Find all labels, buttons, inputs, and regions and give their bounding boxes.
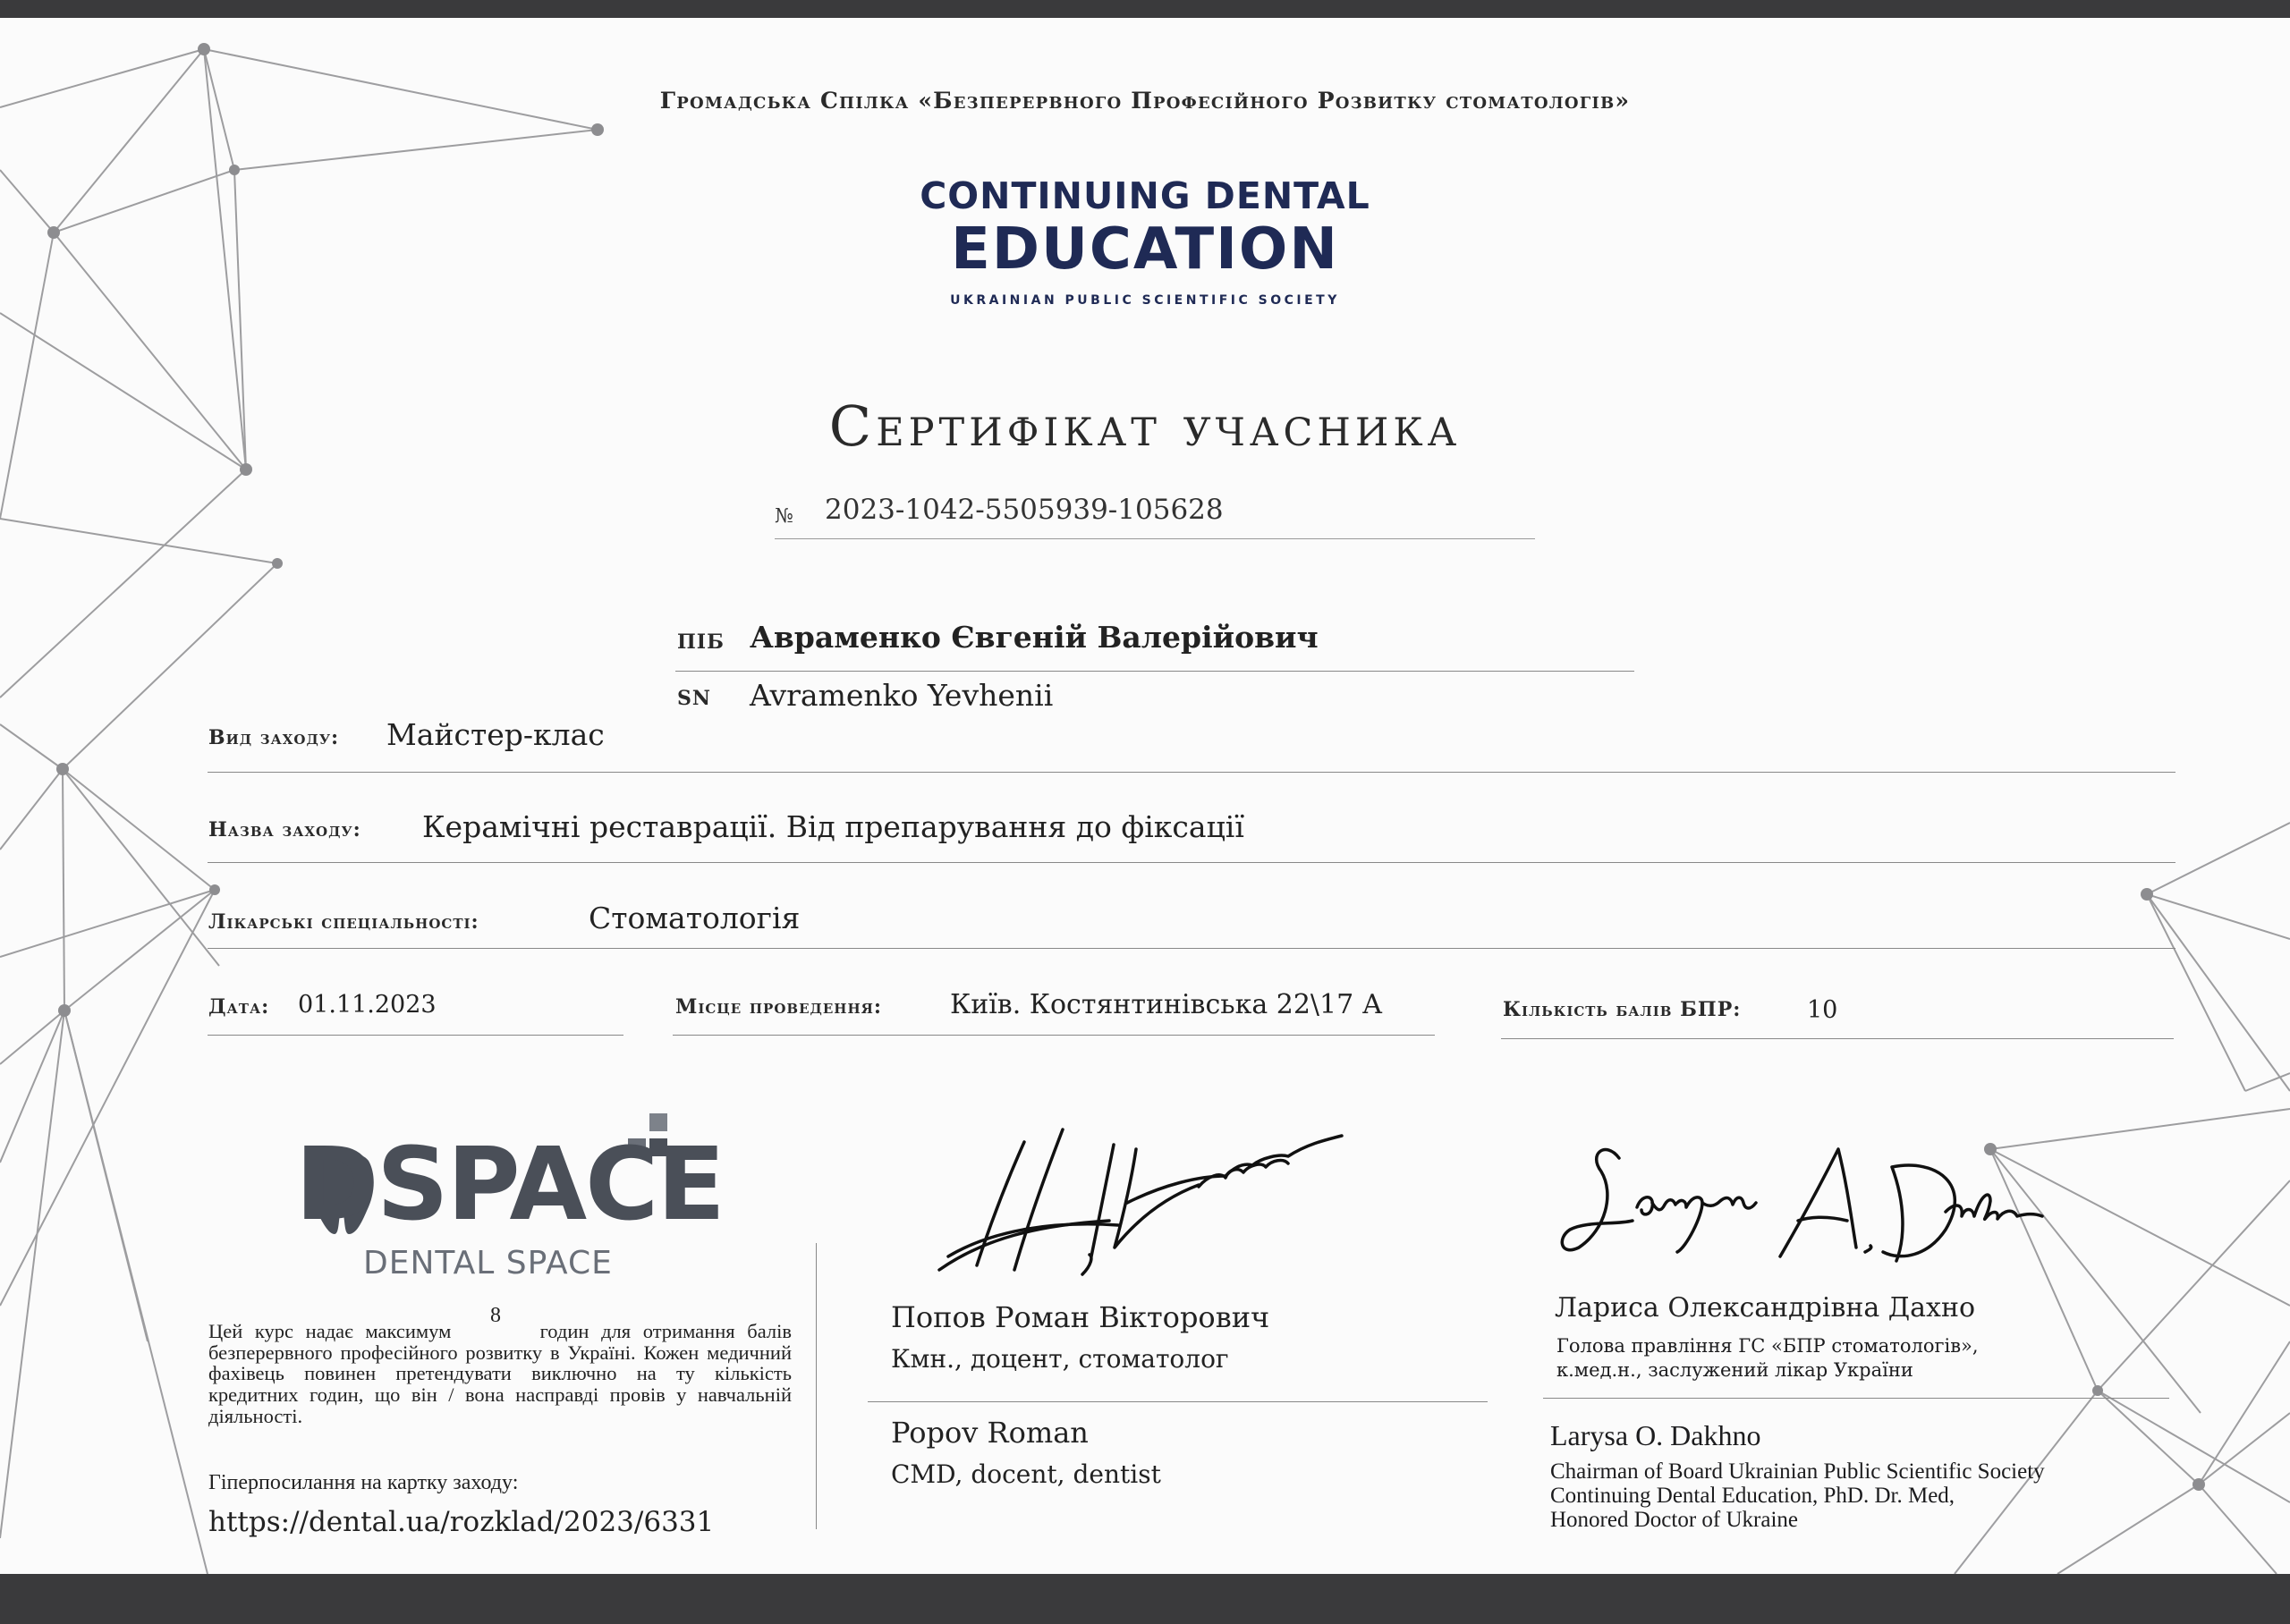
vertical-divider: [816, 1243, 817, 1529]
event-name-value: Керамічні реставрації. Від препарування до фіксації: [422, 809, 1244, 844]
event-type-label: Вид заходу:: [208, 726, 340, 749]
event-link-label: Гіперпосилання на картку заходу:: [208, 1471, 519, 1494]
date-label: Дата:: [208, 995, 270, 1019]
dspace-brand-text: DSPACE: [295, 1127, 724, 1243]
signatory-1-name-ua: Попов Роман Вікторович: [891, 1300, 1270, 1334]
participant-name-en: Avramenko Yevhenii: [750, 678, 1054, 713]
dspace-subtitle: DENTAL SPACE: [363, 1245, 613, 1281]
date-value: 01.11.2023: [298, 991, 437, 1019]
participant-name-ua: Авраменко Євгеній Валерійович: [750, 620, 1319, 655]
signatory-2-name-en: Larysa O. Dakhno: [1550, 1419, 1761, 1451]
organization-header: Громадська Спілка «Безперервного Професійного Розвитку стоматологів»: [659, 88, 1631, 114]
certificate-number: 2023-1042-5505939-105628: [825, 494, 1224, 526]
signatory-1-name-en: Popov Roman: [891, 1416, 1089, 1450]
divider: [1543, 1398, 2169, 1399]
pib-label: ПІБ: [677, 630, 725, 654]
signatory-1-title-ua: Кмн., доцент, стоматолог: [891, 1344, 1229, 1374]
divider: [208, 948, 2176, 949]
cde-logo-line1: CONTINUING DENTAL: [920, 174, 1370, 217]
signatory-2-title-ua: Голова правління ГС «БПР стоматологів», к.мед.н., заслужений лікар України: [1556, 1335, 1979, 1382]
signatory-1-title-en: CMD, docent, dentist: [891, 1459, 1161, 1489]
signatory-2-name-ua: Лариса Олександрівна Дахно: [1555, 1292, 1976, 1324]
cde-logo-line3: UKRAINIAN PUBLIC SCIENTIFIC SOCIETY: [950, 293, 1340, 308]
event-link-url[interactable]: https://dental.ua/rozklad/2023/6331: [208, 1506, 715, 1538]
cde-logo-line2: EDUCATION: [951, 216, 1339, 283]
certificate-number-prefix: №: [775, 505, 793, 528]
signatory-2-title-en: Chairman of Board Ukrainian Public Scientific Society Continuing Dental Education, PhD. Dr. Med, Honored Doctor of Ukraine: [1550, 1459, 2045, 1532]
venue-value: Київ. Костянтинівська 22\17 А: [950, 989, 1383, 1020]
venue-label: Місце проведення:: [675, 995, 882, 1019]
certificate-title: Сертифікат учасника: [828, 393, 1462, 459]
divider: [1501, 1038, 2174, 1039]
max-hours: 8: [489, 1304, 501, 1327]
course-credit-notice: Цей курс надає максимум 8 годин для отримання балів безперервного професійного розвитку в Україні. Кожен медичний фахівець повинен претендувати виключно на ту кількість кредитних годин, що він / вона насправді провів у навчальній діяльності.: [208, 1304, 792, 1427]
divider: [673, 1035, 1435, 1036]
divider: [208, 772, 2176, 773]
divider: [775, 538, 1535, 539]
specialties-value: Стоматологія: [589, 901, 801, 935]
certificate-sheet: [0, 18, 2290, 1574]
divider: [675, 671, 1634, 672]
sn-label: SN: [677, 687, 711, 710]
specialties-label: Лікарські спеціальності:: [208, 910, 479, 934]
signature-dakhno: [1552, 1131, 2053, 1288]
divider: [208, 1035, 623, 1036]
divider: [208, 862, 2176, 863]
cpd-points-value: 10: [1807, 996, 1838, 1024]
signature-popov: [930, 1122, 1351, 1292]
event-type-value: Майстер-клас: [386, 717, 605, 752]
divider: [868, 1401, 1488, 1402]
event-name-label: Назва заходу:: [208, 818, 361, 842]
cpd-points-label: Кількість балів БПР:: [1503, 998, 1742, 1021]
